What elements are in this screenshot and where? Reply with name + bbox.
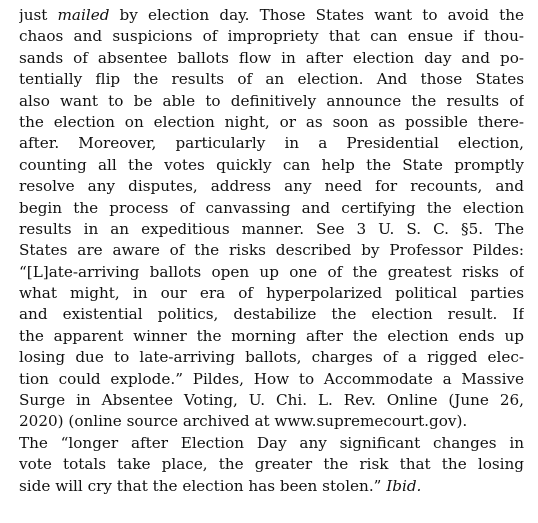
text-line <box>19 176 524 197</box>
text-run: after. Moreover, particularly in a Presidential election, <box>19 134 524 153</box>
text-line <box>19 454 524 475</box>
text-run: also want to be able to definitively announce the results of <box>19 91 524 110</box>
italic-citation-ibid: Ibid. <box>386 476 422 495</box>
text-line <box>19 369 524 390</box>
text-run: losing due to late-arriving ballots, charges of a rigged elec- <box>19 348 524 367</box>
text-line <box>19 91 524 112</box>
text-run: tion could explode.” Pildes, How to Accommodate a Massive <box>19 369 524 388</box>
text-line <box>19 48 524 69</box>
text-line <box>19 26 524 47</box>
text-run: what might, in our era of hyperpolarized political parties <box>19 284 524 303</box>
text-run: results in an expeditious manner. See 3 U. S. C. §5. The <box>19 219 524 238</box>
text-line <box>19 326 524 347</box>
text-line <box>19 112 524 133</box>
opinion-text-block <box>19 5 524 497</box>
text-run: chaos and suspicions of impropriety that can ensue if thou- <box>19 27 524 46</box>
text-run: and existential politics, destabilize the election result. If <box>19 305 524 324</box>
text-line <box>19 347 524 368</box>
text-line <box>19 69 524 90</box>
text-run: the apparent winner the morning after the election ends up <box>19 326 524 345</box>
text-run: tentially flip the results of an election. And those States <box>19 70 524 89</box>
text-run: by election day. Those States want to avoid the <box>109 6 524 24</box>
text-run: “[L]ate-arriving ballots open up one of the greatest risks of <box>19 262 524 281</box>
text-line <box>19 262 524 283</box>
text-line <box>19 304 524 325</box>
text-run: resolve any disputes, address any need for recounts, and <box>19 177 524 196</box>
text-line <box>19 283 524 304</box>
text-line <box>19 390 524 411</box>
text-run: 2020) (online source archived at www.supremecourt.gov). <box>19 412 468 431</box>
text-line <box>19 411 524 432</box>
text-run: counting all the votes quickly can help the State promptly <box>19 155 524 174</box>
text-run: begin the process of canvassing and certifying the election <box>19 198 524 217</box>
text-run: just <box>19 6 58 24</box>
text-run: Surge in Absentee Voting, U. Chi. L. Rev. Online (June 26, <box>19 391 524 410</box>
text-run: vote totals take place, the greater the risk that the losing <box>19 455 524 474</box>
text-line <box>19 240 524 261</box>
text-run: The “longer after Election Day any significant changes in <box>19 433 524 452</box>
text-run: States are aware of the risks described by Professor Pildes: <box>19 241 524 260</box>
text-line <box>19 155 524 176</box>
text-line <box>19 5 524 26</box>
text-line <box>19 219 524 240</box>
text-line <box>19 198 524 219</box>
italic-word-mailed: mailed <box>57 6 110 24</box>
text-run: the election on election night, or as soon as possible there- <box>19 112 524 131</box>
text-line <box>19 133 524 154</box>
text-run: side will cry that the election has been stolen.” <box>19 476 387 495</box>
text-run: sands of absentee ballots flow in after election day and po- <box>19 48 524 67</box>
text-line <box>19 476 524 497</box>
text-line <box>19 433 524 454</box>
